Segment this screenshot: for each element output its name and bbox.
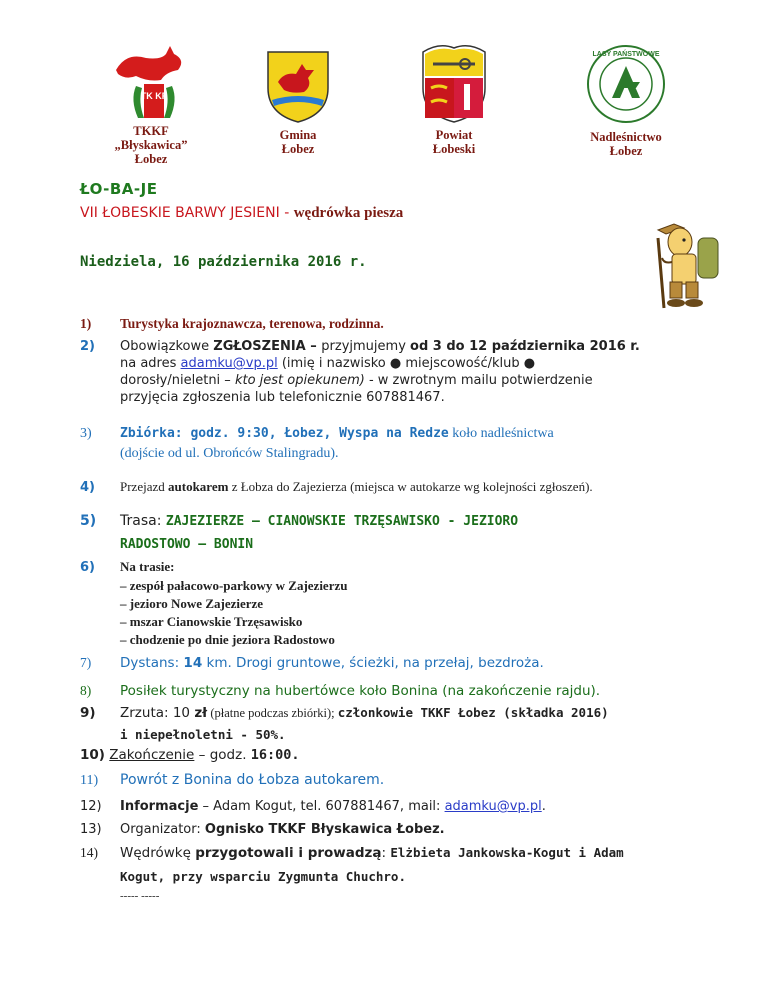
item-7-b: 14 bbox=[183, 655, 203, 671]
item-10-a: Zakończenie bbox=[109, 747, 195, 763]
item-12-email-link[interactable]: adamku@vp.pl bbox=[444, 799, 542, 814]
item-12-c: . bbox=[541, 799, 546, 814]
item-2-g: dorosły/nieletni – bbox=[120, 373, 235, 388]
item-5 bbox=[80, 510, 720, 556]
item-12-a: Informacje bbox=[120, 799, 199, 814]
item-2-h: kto jest opiekunem) bbox=[234, 373, 365, 388]
item-9-d: członkowie TKKF Łobez (składka 2016) bbox=[337, 705, 609, 720]
gmina-coat-of-arms-icon bbox=[264, 48, 332, 124]
item-12-b: – Adam Kogut, tel. 607881467, mail: bbox=[198, 799, 445, 814]
item-13 bbox=[80, 821, 720, 838]
item-7-c: km. Drogi gruntowe, ścieżki, na przełaj, bezdroża. bbox=[202, 655, 544, 671]
logo-tkkf bbox=[96, 40, 206, 166]
logo-gmina-caption bbox=[250, 128, 346, 156]
item-7 bbox=[80, 654, 720, 672]
item-9-number: 9) bbox=[80, 705, 96, 721]
item-14-number: 14) bbox=[80, 845, 98, 860]
item-14 bbox=[80, 841, 720, 903]
item-14-d: Elżbieta Jankowska-Kogut i Adam bbox=[390, 845, 624, 860]
item-10 bbox=[80, 747, 720, 764]
item-11-text: Powrót z Bonina do Łobza autokarem. bbox=[120, 772, 385, 788]
item-3-c: (dojście od ul. Obrońców Stalingradu). bbox=[120, 446, 339, 461]
item-11 bbox=[80, 772, 720, 789]
item-5-number: 5) bbox=[80, 513, 97, 529]
item-1-text: Turystyka krajoznawcza, terenowa, rodzinna. bbox=[120, 316, 384, 331]
item-1-number: 1) bbox=[80, 316, 92, 331]
item-8-number: 8) bbox=[80, 683, 92, 698]
item-3-number: 3) bbox=[80, 426, 92, 441]
item-3-a: Zbiórka: godz. 9:30, Łobez, Wyspa na Redze bbox=[120, 426, 449, 441]
logo-nadlesnictwo-line2: Łobez bbox=[609, 144, 643, 158]
tkkf-emblem-icon bbox=[106, 40, 196, 120]
item-2-number: 2) bbox=[80, 339, 95, 354]
logo-gmina bbox=[250, 48, 346, 156]
lasy-panstwowe-emblem-icon bbox=[584, 42, 668, 126]
event-subtitle-part2: wędrówka piesza bbox=[293, 205, 404, 221]
hiker-illustration-icon bbox=[636, 208, 728, 312]
item-9-b: zł bbox=[194, 705, 208, 721]
logo-gmina-line1: Gmina bbox=[279, 128, 317, 142]
item-4-number: 4) bbox=[80, 480, 95, 495]
item-10-c: 16:00. bbox=[250, 747, 300, 763]
item-5-b: ZAJEZIERZE – CIANOWSKIE TRZĘSAWISKO - JEZIORO bbox=[165, 514, 519, 529]
item-4-a: Przejazd bbox=[120, 479, 169, 494]
item-9-c: (płatne podczas zbiórki); bbox=[207, 706, 338, 720]
item-6 bbox=[80, 558, 720, 649]
event-subtitle bbox=[80, 205, 403, 222]
item-8 bbox=[80, 682, 720, 700]
logo-tkkf-line1: TKKF „Błyskawica” bbox=[114, 124, 188, 152]
item-3-b: koło nadleśnictwa bbox=[448, 426, 554, 441]
logo-powiat-line1: Powiat bbox=[435, 128, 473, 142]
item-9-a: Zrzuta: 10 bbox=[120, 705, 195, 721]
item-6-number: 6) bbox=[80, 560, 95, 575]
item-2-email-link[interactable]: adamku@vp.pl bbox=[180, 356, 278, 371]
item-11-number: 11) bbox=[80, 773, 99, 788]
item-9 bbox=[80, 702, 720, 746]
item-12 bbox=[80, 798, 720, 815]
item-13-a: Organizator: bbox=[120, 822, 205, 837]
item-14-dash: ----- ----- bbox=[120, 890, 160, 902]
item-2-i: - w zwrotnym mailu potwierdzenie bbox=[364, 373, 593, 388]
item-5-a: Trasa: bbox=[120, 513, 166, 529]
item-6-head: Na trasie: bbox=[120, 559, 175, 574]
item-12-number: 12) bbox=[80, 799, 102, 814]
item-13-b: Ognisko TKKF Błyskawica Łobez. bbox=[204, 822, 445, 837]
item-10-number: 10) bbox=[80, 747, 105, 763]
logo-nadlesnictwo-line1: Nadleśnictwo bbox=[590, 130, 662, 144]
item-2-b: ZGŁOSZENIA – bbox=[213, 339, 322, 354]
item-6-list-3: – chodzenie po dnie jeziora Radostowo bbox=[120, 632, 335, 647]
lasy-panstwowe-ring-text: LASY PAŃSTWOWE bbox=[592, 51, 660, 58]
powiat-coat-of-arms-icon bbox=[419, 40, 489, 124]
item-14-b: przygotowali i prowadzą bbox=[195, 845, 382, 861]
item-1 bbox=[80, 315, 720, 332]
logo-powiat-caption bbox=[404, 128, 504, 156]
item-2-f: (imię i nazwisko ● miejscowość/klub ● bbox=[277, 356, 536, 371]
item-6-list-0: – zespół pałacowo-parkowy w Zajezierzu bbox=[120, 578, 348, 593]
item-7-number: 7) bbox=[80, 655, 92, 670]
logo-gmina-line2: Łobez bbox=[281, 142, 315, 156]
item-10-b: – godz. bbox=[194, 747, 251, 763]
item-6-list-1: – jezioro Nowe Zajezierze bbox=[120, 596, 264, 611]
item-2-d: od 3 do 12 października 2016 r. bbox=[410, 339, 640, 354]
event-date: Niedziela, 16 października 2016 r. bbox=[80, 254, 367, 270]
logo-nadlesnictwo-caption bbox=[566, 130, 686, 158]
tkkf-emblem-text-top: TK KF bbox=[140, 91, 168, 101]
event-subtitle-part1: VII ŁOBESKIE BARWY JESIENI - bbox=[80, 205, 294, 221]
logo-tkkf-caption bbox=[96, 124, 206, 166]
item-14-e: Kogut, przy wsparciu Zygmunta Chuchro. bbox=[120, 869, 406, 884]
logo-tkkf-line2: Łobez bbox=[134, 152, 168, 166]
item-4-c: z Łobza do Zajezierza (miejsca w autokarze wg kolejności zgłoszeń). bbox=[228, 479, 593, 494]
item-8-text: Posiłek turystyczny na hubertówce koło Bonina (na zakończenie rajdu). bbox=[120, 683, 601, 699]
item-2 bbox=[80, 338, 720, 406]
event-title: ŁO-BA-JE bbox=[80, 180, 158, 198]
item-13-number: 13) bbox=[80, 822, 102, 837]
item-4 bbox=[80, 478, 720, 496]
item-7-a: Dystans: bbox=[120, 655, 184, 671]
item-5-c: RADOSTOWO – BONIN bbox=[120, 537, 254, 552]
item-2-a: Obowiązkowe bbox=[120, 339, 214, 354]
item-4-b: autokarem bbox=[168, 479, 229, 494]
item-9-e: i niepełnoletni - 50%. bbox=[120, 727, 286, 742]
logo-powiat-line2: Łobeski bbox=[432, 142, 476, 156]
item-2-c: przyjmujemy bbox=[321, 339, 411, 354]
item-14-a: Wędrówkę bbox=[120, 845, 196, 861]
item-3 bbox=[80, 424, 720, 464]
item-2-e: na adres bbox=[120, 356, 181, 371]
logo-powiat bbox=[404, 40, 504, 156]
logo-nadlesnictwo bbox=[566, 42, 686, 158]
item-14-c: : bbox=[381, 845, 391, 861]
item-6-list-2: – mszar Cianowskie Trzęsawisko bbox=[120, 614, 303, 629]
item-2-j: przyjęcia zgłoszenia lub telefonicznie 607881467. bbox=[120, 390, 445, 405]
